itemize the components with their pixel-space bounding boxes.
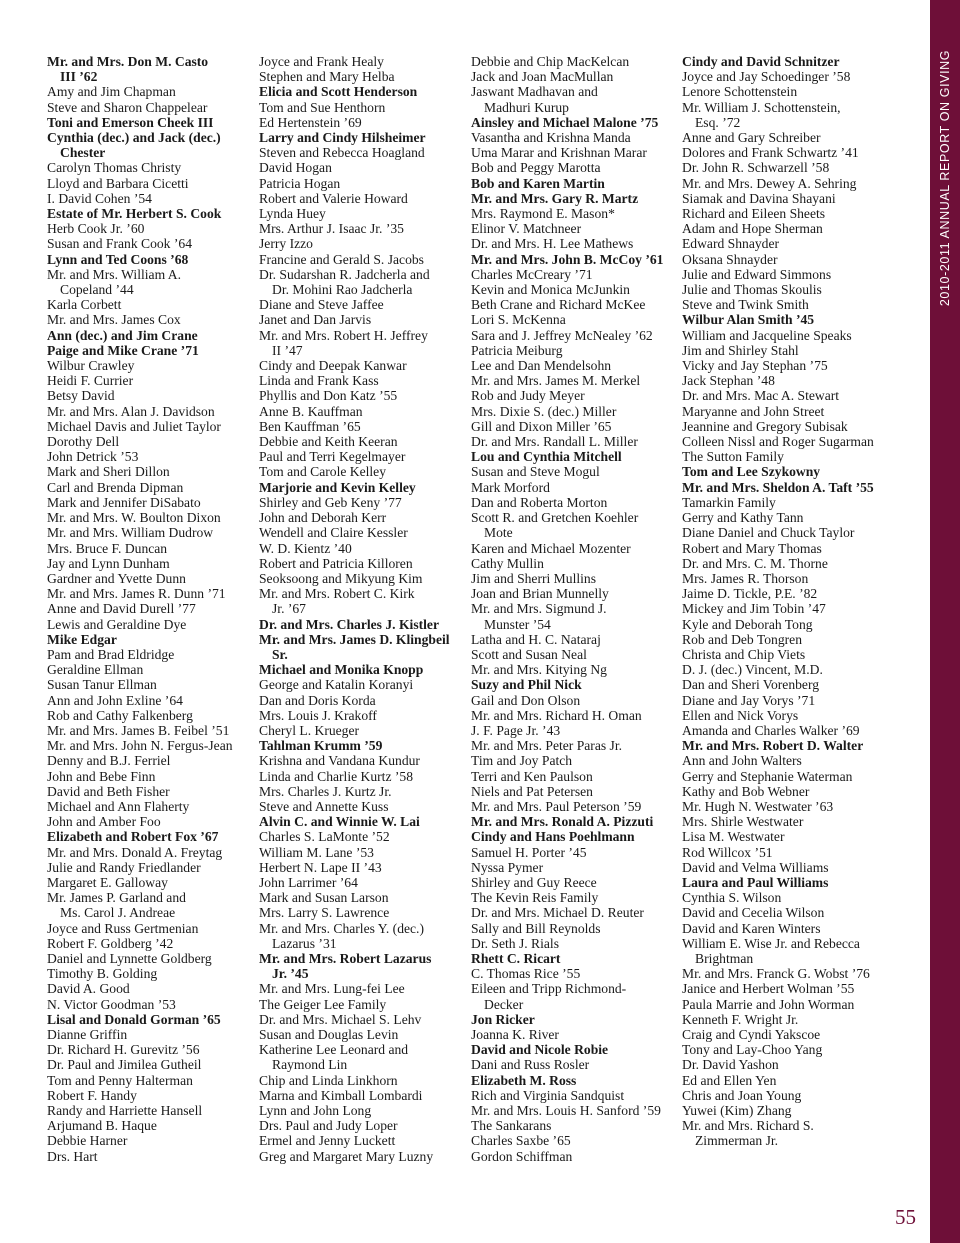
- donor-entry: Paul and Terri Kegelmayer: [259, 449, 406, 465]
- donor-entry: D. J. (dec.) Vincent, M.D.: [682, 662, 823, 678]
- donor-entry: Cynthia (dec.) and Jack (dec.): [47, 130, 221, 146]
- donor-entry: Scott and Susan Neal: [471, 646, 587, 662]
- donor-entry: Samuel H. Porter ’45: [471, 844, 587, 860]
- donor-entry: Dani and Russ Rosler: [471, 1057, 590, 1073]
- donor-entry: Steve and Twink Smith: [682, 297, 809, 313]
- donor-entry: Chris and Joan Young: [682, 1087, 802, 1103]
- donor-entry: Tom and Sue Henthorn: [259, 99, 386, 115]
- donor-entry: Mr. and Mrs. Donald A. Freytag: [47, 844, 223, 860]
- donor-entry: Mr. and Mrs. Robert D. Walter: [682, 738, 864, 754]
- donor-entry: Sara and J. Jeffrey McNealey ’62: [471, 327, 653, 343]
- donor-entry: Geraldine Ellman: [47, 662, 144, 678]
- donor-entry: Jim and Sherri Mullins: [471, 570, 596, 586]
- donor-entry: Mr. and Mrs. John N. Fergus-Jean: [47, 738, 233, 754]
- donor-entry: David and Cecelia Wilson: [682, 905, 825, 921]
- donor-entry: Mr. and Mrs. James B. Feibel ’51: [47, 722, 230, 738]
- donor-entry: Drs. Hart: [47, 1148, 98, 1164]
- donor-entry: Jr. ’67: [272, 601, 306, 617]
- donor-entry: Carolyn Thomas Christy: [47, 160, 182, 176]
- donor-entry: Mr. Hugh N. Westwater ’63: [682, 798, 834, 814]
- donor-entry: Mrs. Raymond E. Mason*: [471, 206, 615, 222]
- donor-entry: Lisal and Donald Gorman ’65: [47, 1011, 221, 1027]
- donor-entry: Mr. and Mrs. Richard H. Oman: [471, 707, 642, 723]
- donor-entry: Elinor V. Matchneer: [471, 221, 582, 237]
- donor-entry: Timothy B. Golding: [47, 966, 158, 982]
- donor-entry: Tahlman Krumm ’59: [259, 738, 383, 754]
- donor-entry: Jon Ricker: [471, 1011, 535, 1027]
- donor-entry: Julie and Randy Friedlander: [47, 859, 201, 875]
- donor-entry: Cathy Mullin: [471, 555, 544, 571]
- donor-entry: Betsy David: [47, 388, 115, 404]
- donor-entry: Tom and Carole Kelley: [259, 464, 387, 480]
- donor-entry: Susan and Douglas Levin: [259, 1027, 399, 1042]
- donor-entry: Mote: [484, 525, 513, 541]
- donor-entry: Dan and Roberta Morton: [471, 494, 608, 510]
- donor-entry: Ed and Ellen Yen: [682, 1072, 777, 1088]
- donor-entry: Denny and B.J. Ferriel: [47, 753, 171, 769]
- donor-entry: Dr. John R. Schwarzell ’58: [682, 160, 830, 176]
- donor-entry: Tony and Lay-Choo Yang: [682, 1042, 823, 1058]
- donor-entry: Stephen and Mary Helba: [259, 69, 395, 85]
- donor-entry: Dolores and Frank Schwartz ’41: [682, 145, 859, 161]
- donor-entry: Shirley and Guy Reece: [471, 874, 597, 890]
- donor-entry: Mrs. Arthur J. Isaac Jr. ’35: [259, 221, 404, 237]
- donor-entry: Lori S. McKenna: [471, 312, 566, 328]
- donor-entry: Jay and Lynn Dunham: [47, 555, 170, 571]
- donor-entry: Kyle and Deborah Tong: [682, 616, 813, 632]
- donor-entry: Joyce and Russ Gertmenian: [47, 920, 199, 936]
- donor-entry: Karla Corbett: [47, 297, 122, 313]
- donor-entry: Colleen Nissl and Roger Sugarman: [682, 434, 874, 450]
- donor-entry: III ’62: [60, 69, 98, 85]
- donor-entry: J. F. Page Jr. ’43: [471, 722, 561, 738]
- donor-entry: Pam and Brad Eldridge: [47, 646, 175, 662]
- donor-entry: Dan and Doris Korda: [259, 692, 376, 708]
- donor-entry: Robert F. Goldberg ’42: [47, 935, 174, 951]
- donor-entry: Zimmerman Jr.: [695, 1133, 779, 1149]
- donor-entry: Dr. and Mrs. C. M. Thorne: [682, 555, 828, 571]
- donor-entry: Mickey and Jim Tobin ’47: [682, 601, 826, 617]
- donor-entry: Rod Willcox ’51: [682, 844, 773, 860]
- donor-entry: Mr. and Mrs. Sigmund J.: [471, 601, 607, 617]
- donor-entry: The Sutton Family: [682, 449, 784, 465]
- donor-entry: The Geiger Lee Family: [259, 996, 387, 1012]
- donor-entry: Laura and Paul Williams: [682, 874, 829, 890]
- donor-entry: Seoksoong and Mikyung Kim: [259, 570, 423, 586]
- donor-entry: Krishna and Vandana Kundur: [259, 753, 420, 769]
- donor-entry: Mr. and Mrs. Robert C. Kirk: [259, 586, 415, 602]
- donor-entry: Charles S. LaMonte ’52: [259, 829, 390, 845]
- donor-entry: Mrs. Louis J. Krakoff: [259, 707, 377, 723]
- donor-entry: John and Amber Foo: [47, 814, 161, 830]
- donor-entry: Lynn and Ted Coons ’68: [47, 251, 189, 267]
- donor-entry: Michael and Monika Knopp: [259, 662, 424, 678]
- donor-entry: Dr. Seth J. Rials: [471, 935, 559, 951]
- donor-entry: Ms. Carol J. Andreae: [60, 905, 176, 921]
- donor-entry: Drs. Paul and Judy Loper: [259, 1118, 398, 1134]
- donor-entry: Estate of Mr. Herbert S. Cook: [47, 206, 222, 222]
- donor-entry: Niels and Pat Petersen: [471, 783, 593, 799]
- donor-entry: Munster ’54: [484, 616, 551, 632]
- donor-entry: Toni and Emerson Cheek III: [47, 114, 214, 130]
- donor-column-3: [471, 54, 676, 1164]
- donor-entry: Herb Cook Jr. ’60: [47, 221, 145, 237]
- donor-entry: Chester: [60, 145, 106, 161]
- donor-entry: Mr. and Mrs. John B. McCoy ’61: [471, 251, 664, 267]
- donor-entry: Vicky and Jay Stephan ’75: [682, 358, 828, 374]
- donor-entry: Michael and Ann Flaherty: [47, 798, 190, 814]
- donor-entry: Mr. and Mrs. Robert Lazarus: [259, 950, 432, 966]
- donor-entry: Cindy and Hans Poehlmann: [471, 829, 635, 845]
- donor-entry: Heidi F. Currier: [47, 373, 134, 389]
- donor-entry: Ainsley and Michael Malone ’75: [471, 114, 659, 130]
- donor-entry: Katherine Lee Leonard and: [259, 1042, 409, 1058]
- donor-entry: Shirley and Geb Keny ’77: [259, 494, 402, 510]
- donor-entry: Susan and Steve Mogul: [471, 464, 600, 480]
- donor-entry: Lloyd and Barbara Cicetti: [47, 175, 189, 191]
- donor-entry: Richard and Eileen Sheets: [682, 206, 826, 222]
- donor-entry: Gerry and Kathy Tann: [682, 510, 804, 526]
- donor-entry: Sr.: [272, 646, 288, 662]
- donor-entry: Joyce and Frank Healy: [259, 54, 384, 69]
- donor-entry: Susan Tanur Ellman: [47, 677, 157, 693]
- donor-entry: John Detrick ’53: [47, 449, 139, 465]
- donor-entry: Dr. David Yashon: [682, 1057, 779, 1073]
- donor-entry: The Sankarans: [471, 1118, 552, 1134]
- donor-entry: Dr. Paul and Jimilea Gutheil: [47, 1057, 202, 1073]
- donor-entry: Oksana Shnayder: [682, 251, 778, 267]
- donor-entry: Jim and Shirley Stahl: [682, 342, 799, 358]
- donor-entry: Madhuri Kurup: [484, 99, 569, 115]
- donor-entry: Mark and Susan Larson: [259, 890, 389, 906]
- donor-entry: Elizabeth and Robert Fox ’67: [47, 829, 219, 845]
- donor-entry: Cindy and Deepak Kanwar: [259, 358, 407, 374]
- donor-entry: David and Velma Williams: [682, 859, 829, 875]
- donor-entry: Suzy and Phil Nick: [471, 677, 582, 693]
- donor-entry: Ann (dec.) and Jim Crane: [47, 327, 198, 343]
- donor-entry: Mr. and Mrs. Sheldon A. Taft ’55: [682, 479, 874, 495]
- donor-entry: Ermel and Jenny Luckett: [259, 1133, 396, 1149]
- donor-entry: Diane and Jay Vorys ’71: [682, 692, 816, 708]
- donor-entry: Julie and Thomas Skoulis: [682, 282, 822, 298]
- donor-entry: Mark and Sheri Dillon: [47, 464, 170, 480]
- donor-entry: Ann and John Walters: [682, 753, 802, 769]
- donor-entry: Robert and Patricia Killoren: [259, 555, 413, 571]
- donor-entry: Paula Marrie and John Worman: [682, 996, 855, 1012]
- donor-entry: Brightman: [695, 950, 754, 966]
- donor-entry: David A. Good: [47, 981, 130, 997]
- donor-entry: Lynda Huey: [259, 206, 326, 222]
- donor-entry: Joan and Brian Munnelly: [471, 586, 609, 602]
- donor-entry: Kathy and Bob Webner: [682, 783, 810, 799]
- donor-entry: Esq. ’72: [695, 114, 741, 130]
- donor-entry: Daniel and Lynnette Goldberg: [47, 950, 212, 966]
- donor-entry: Linda and Frank Kass: [259, 373, 379, 389]
- donor-entry: Ben Kauffman ’65: [259, 418, 361, 434]
- donor-entry: Ellen and Nick Vorys: [682, 707, 799, 723]
- donor-entry: Mr. and Mrs. Gary R. Martz: [471, 190, 639, 206]
- donor-entry: Randy and Harriette Hansell: [47, 1103, 203, 1119]
- donor-entry: Mr. and Mrs. James M. Merkel: [471, 373, 641, 389]
- donor-entry: W. D. Kientz ’40: [259, 540, 352, 556]
- donor-entry: Siamak and Davina Shayani: [682, 190, 836, 206]
- donor-entry: Robert and Mary Thomas: [682, 540, 822, 556]
- donor-entry: Mr. and Mrs. Alan J. Davidson: [47, 403, 215, 419]
- donor-entry: Marna and Kimball Lombardi: [259, 1087, 423, 1103]
- donor-entry: Mr. and Mrs. William Dudrow: [47, 525, 214, 541]
- donor-entry: Mr. and Mrs. Lung-fei Lee: [259, 981, 405, 997]
- donor-entry: Mr. and Mrs. Richard S.: [682, 1118, 814, 1134]
- donor-entry: Cindy and David Schnitzer: [682, 54, 840, 69]
- donor-entry: Herbert N. Lape II ’43: [259, 859, 382, 875]
- donor-entry: Mr. and Mrs. Dewey A. Sehring: [682, 175, 857, 191]
- donor-entry: Arjumand B. Haque: [47, 1118, 157, 1134]
- donor-entry: Diane Daniel and Chuck Taylor: [682, 525, 855, 541]
- donor-entry: Sally and Bill Reynolds: [471, 920, 601, 936]
- donor-entry: Steven and Rebecca Hoagland: [259, 145, 425, 161]
- donor-column-1: [47, 54, 252, 1164]
- donor-entry: Robert F. Handy: [47, 1087, 137, 1103]
- donor-entry: Edward Shnayder: [682, 236, 780, 252]
- donor-entry: Mr. and Mrs. William A.: [47, 266, 182, 282]
- donor-entry: David and Nicole Robie: [471, 1042, 609, 1058]
- donor-entry: N. Victor Goodman ’53: [47, 996, 176, 1012]
- donor-entry: Janice and Herbert Wolman ’55: [682, 981, 855, 997]
- donor-entry: Charles McCreary ’71: [471, 266, 593, 282]
- donor-entry: William and Jacqueline Speaks: [682, 327, 852, 343]
- donor-entry: Julie and Edward Simmons: [682, 266, 832, 282]
- donor-entry: Margaret E. Galloway: [47, 874, 168, 890]
- donor-entry: Dr. and Mrs. Michael D. Reuter: [471, 905, 644, 921]
- donor-entry: David and Karen Winters: [682, 920, 821, 936]
- donor-entry: Terri and Ken Paulson: [471, 768, 593, 784]
- donor-entry: Larry and Cindy Hilsheimer: [259, 130, 426, 146]
- donor-entry: Jerry Izzo: [259, 236, 313, 252]
- donor-entry: Phyllis and Don Katz ’55: [259, 388, 398, 404]
- donor-entry: Mr. and Mrs. James Cox: [47, 312, 181, 328]
- donor-entry: Mark Morford: [471, 479, 550, 495]
- donor-entry: Wilbur Alan Smith ’45: [682, 312, 815, 328]
- donor-entry: Chip and Linda Linkhorn: [259, 1072, 398, 1088]
- donor-entry: Mr. and Mrs. Don M. Casto: [47, 54, 209, 69]
- donor-entry: Tamarkin Family: [682, 494, 776, 510]
- donor-entry: Jeannine and Gregory Subisak: [682, 418, 848, 434]
- donor-entry: Mrs. Shirle Westwater: [682, 814, 804, 830]
- donor-entry: Mr. and Mrs. W. Boulton Dixon: [47, 510, 221, 526]
- donor-entry: Mr. and Mrs. James D. Klingbeil: [259, 631, 450, 647]
- donor-entry: Jr. ’45: [272, 966, 309, 982]
- donor-column-4: [682, 54, 887, 1149]
- donor-entry: David and Beth Fisher: [47, 783, 170, 799]
- donor-entry: Dr. and Mrs. H. Lee Mathews: [471, 236, 634, 252]
- donor-entry: Debbie and Keith Keeran: [259, 434, 398, 450]
- donor-entry: Adam and Hope Sherman: [682, 221, 823, 237]
- donor-entry: Lewis and Geraldine Dye: [47, 616, 187, 632]
- donor-entry: Christa and Chip Viets: [682, 646, 806, 662]
- donor-entry: Raymond Lin: [272, 1057, 348, 1073]
- donor-entry: Janet and Dan Jarvis: [259, 312, 372, 328]
- donor-entry: Beth Crane and Richard McKee: [471, 297, 646, 313]
- donor-entry: Steve and Sharon Chappelear: [47, 99, 208, 115]
- donor-entry: Lee and Dan Mendelsohn: [471, 358, 612, 374]
- donor-entry: Jaswant Madhavan and: [471, 84, 598, 100]
- donor-entry: John and Deborah Kerr: [259, 510, 387, 526]
- donor-entry: Cheryl L. Krueger: [259, 722, 360, 738]
- donor-entry: Susan and Frank Cook ’64: [47, 236, 192, 252]
- donor-entry: John and Bebe Finn: [47, 768, 156, 784]
- donor-entry: Uma Marar and Krishnan Marar: [471, 145, 647, 161]
- donor-entry: David Hogan: [259, 160, 332, 176]
- donor-entry: Dr. and Mrs. Mac A. Stewart: [682, 388, 840, 404]
- donor-entry: Debbie Harner: [47, 1133, 128, 1149]
- donor-entry: Nyssa Pymer: [471, 859, 544, 875]
- donor-entry: Carl and Brenda Dipman: [47, 479, 184, 495]
- donor-entry: Dr. and Mrs. Randall L. Miller: [471, 434, 638, 450]
- donor-entry: Wilbur Crawley: [47, 358, 135, 374]
- donor-entry: C. Thomas Rice ’55: [471, 966, 581, 982]
- donor-entry: Mr. and Mrs. Peter Paras Jr.: [471, 738, 623, 754]
- donor-entry: Yuwei (Kim) Zhang: [682, 1103, 792, 1119]
- donor-entry: Anne B. Kauffman: [259, 403, 363, 419]
- report-sidebar: [930, 0, 960, 1243]
- donor-entry: Tom and Lee Szykowny: [682, 464, 821, 480]
- donor-entry: Rob and Deb Tongren: [682, 631, 802, 647]
- donor-entry: Lou and Cynthia Mitchell: [471, 449, 622, 465]
- donor-entry: Jack Stephan ’48: [682, 373, 775, 389]
- donor-entry: George and Katalin Koranyi: [259, 677, 414, 693]
- donor-entry: Alvin C. and Winnie W. Lai: [259, 814, 420, 830]
- donor-entry: Dan and Sheri Vorenberg: [682, 677, 820, 693]
- donor-entry: Linda and Charlie Kurtz ’58: [259, 768, 414, 784]
- donor-entry: Mr. and Mrs. Paul Peterson ’59: [471, 798, 642, 814]
- donor-entry: Michael Davis and Juliet Taylor: [47, 418, 221, 434]
- donor-entry: Greg and Margaret Mary Luzny: [259, 1148, 434, 1164]
- donor-entry: Mrs. Bruce F. Duncan: [47, 540, 168, 556]
- donor-entry: I. David Cohen ’54: [47, 190, 152, 206]
- donor-entry: Decker: [484, 996, 524, 1012]
- donor-entry: Mr. William J. Schottenstein,: [682, 99, 841, 115]
- donor-entry: Dr. Sudarshan R. Jadcherla and: [259, 266, 430, 282]
- donor-entry: Karen and Michael Mozenter: [471, 540, 631, 556]
- donor-entry: Tom and Penny Halterman: [47, 1072, 193, 1088]
- donor-entry: Latha and H. C. Nataraj: [471, 631, 601, 647]
- donor-entry: Elizabeth M. Ross: [471, 1072, 577, 1088]
- donor-entry: Mr. and Mrs. Kitying Ng: [471, 662, 607, 678]
- page-number: 55: [895, 1205, 916, 1229]
- donor-entry: Mark and Jennifer DiSabato: [47, 494, 201, 510]
- donor-entry: Marjorie and Kevin Kelley: [259, 479, 416, 495]
- donor-entry: Robert and Valerie Howard: [259, 190, 408, 206]
- donor-entry: Bob and Karen Martin: [471, 175, 605, 191]
- donor-entry: Mike Edgar: [47, 631, 117, 647]
- donor-entry: Copeland ’44: [60, 282, 134, 298]
- donor-entry: Mr. and Mrs. Franck G. Wobst ’76: [682, 966, 870, 982]
- donor-entry: Mr. and Mrs. James R. Dunn ’71: [47, 586, 226, 602]
- donor-entry: Ed Hertenstein ’69: [259, 114, 362, 130]
- donor-entry: Ann and John Exline ’64: [47, 692, 183, 708]
- donor-entry: Mrs. Charles J. Kurtz Jr.: [259, 783, 392, 799]
- donor-entry: Eileen and Tripp Richmond-: [471, 981, 627, 997]
- donor-entry: Gardner and Yvette Dunn: [47, 570, 186, 586]
- report-title: 2010-2011 ANNUAL REPORT ON GIVING: [938, 49, 952, 307]
- donor-entry: Cynthia S. Wilson: [682, 890, 782, 906]
- donor-entry: Rob and Cathy Falkenberg: [47, 707, 193, 723]
- donor-entry: Mr. James P. Garland and: [47, 890, 186, 906]
- donor-entry: William E. Wise Jr. and Rebecca: [682, 935, 860, 951]
- donor-entry: Tim and Joy Patch: [471, 753, 573, 769]
- donor-entry: Lisa M. Westwater: [682, 829, 785, 845]
- donor-entry: Lynn and John Long: [259, 1103, 372, 1119]
- donor-entry: Jaime D. Tickle, P.E. ’82: [682, 586, 818, 602]
- donor-entry: Mrs. James R. Thorson: [682, 570, 809, 586]
- donor-entry: Amy and Jim Chapman: [47, 84, 176, 100]
- donor-entry: Dr. and Mrs. Charles J. Kistler: [259, 616, 439, 632]
- donor-entry: Rhett C. Ricart: [471, 950, 561, 966]
- donor-entry: Jack and Joan MacMullan: [471, 69, 614, 85]
- donor-entry: Joyce and Jay Schoedinger ’58: [682, 69, 851, 85]
- donor-entry: Dr. Mohini Rao Jadcherla: [272, 282, 413, 298]
- donor-entry: Gail and Don Olson: [471, 692, 581, 708]
- donor-entry: Dorothy Dell: [47, 434, 120, 450]
- donor-entry: Dianne Griffin: [47, 1027, 128, 1042]
- donor-entry: Mr. and Mrs. Robert H. Jeffrey: [259, 327, 428, 343]
- donor-entry: Lazarus ’31: [272, 935, 337, 951]
- donor-entry: Scott R. and Gretchen Koehler: [471, 510, 639, 526]
- donor-entry: Kevin and Monica McJunkin: [471, 282, 630, 298]
- donor-entry: Dr. and Mrs. Michael S. Lehv: [259, 1011, 422, 1027]
- donor-entry: Mrs. Larry S. Lawrence: [259, 905, 390, 921]
- donor-entry: Diane and Steve Jaffee: [259, 297, 384, 313]
- donor-entry: Gerry and Stephanie Waterman: [682, 768, 853, 784]
- donor-entry: Patricia Meiburg: [471, 342, 563, 358]
- donor-entry: Wendell and Claire Kessler: [259, 525, 408, 541]
- donor-entry: Steve and Annette Kuss: [259, 798, 389, 814]
- donor-entry: Charles Saxbe ’65: [471, 1133, 571, 1149]
- donor-entry: Rich and Virginia Sandquist: [471, 1087, 625, 1103]
- donor-entry: Bob and Peggy Marotta: [471, 160, 601, 176]
- donor-entry: Joanna K. River: [471, 1027, 559, 1042]
- donor-entry: Anne and Gary Schreiber: [682, 130, 821, 146]
- donor-entry: Mrs. Dixie S. (dec.) Miller: [471, 403, 617, 419]
- donor-entry: John Larrimer ’64: [259, 874, 358, 890]
- donor-column-2: [259, 54, 464, 1164]
- donor-entry: II ’47: [272, 342, 303, 358]
- donor-entry: Debbie and Chip MacKelcan: [471, 54, 630, 69]
- donor-entry: Mr. and Mrs. Louis H. Sanford ’59: [471, 1103, 661, 1119]
- donor-entry: Anne and David Durell ’77: [47, 601, 196, 617]
- donor-entry: Paige and Mike Crane ’71: [47, 342, 199, 358]
- donor-entry: Gill and Dixon Miller ’65: [471, 418, 612, 434]
- donor-entry: The Kevin Reis Family: [471, 890, 599, 906]
- donor-entry: Mr. and Mrs. Ronald A. Pizzuti: [471, 814, 654, 830]
- donor-entry: Craig and Cyndi Yakscoe: [682, 1027, 821, 1042]
- donor-entry: Rob and Judy Meyer: [471, 388, 585, 404]
- donor-entry: Maryanne and John Street: [682, 403, 825, 419]
- donor-entry: Kenneth F. Wright Jr.: [682, 1011, 799, 1027]
- donor-entry: Vasantha and Krishna Manda: [471, 130, 631, 146]
- donor-entry: Dr. Richard H. Gurevitz ’56: [47, 1042, 200, 1058]
- donor-entry: Amanda and Charles Walker ’69: [682, 722, 860, 738]
- donor-entry: Lenore Schottenstein: [682, 84, 798, 100]
- donor-entry: Gordon Schiffman: [471, 1148, 573, 1164]
- donor-entry: William M. Lane ’53: [259, 844, 374, 860]
- donor-entry: Elicia and Scott Henderson: [259, 84, 418, 100]
- donor-entry: Francine and Gerald S. Jacobs: [259, 251, 424, 267]
- donor-entry: Patricia Hogan: [259, 175, 341, 191]
- donor-entry: Mr. and Mrs. Charles Y. (dec.): [259, 920, 424, 936]
